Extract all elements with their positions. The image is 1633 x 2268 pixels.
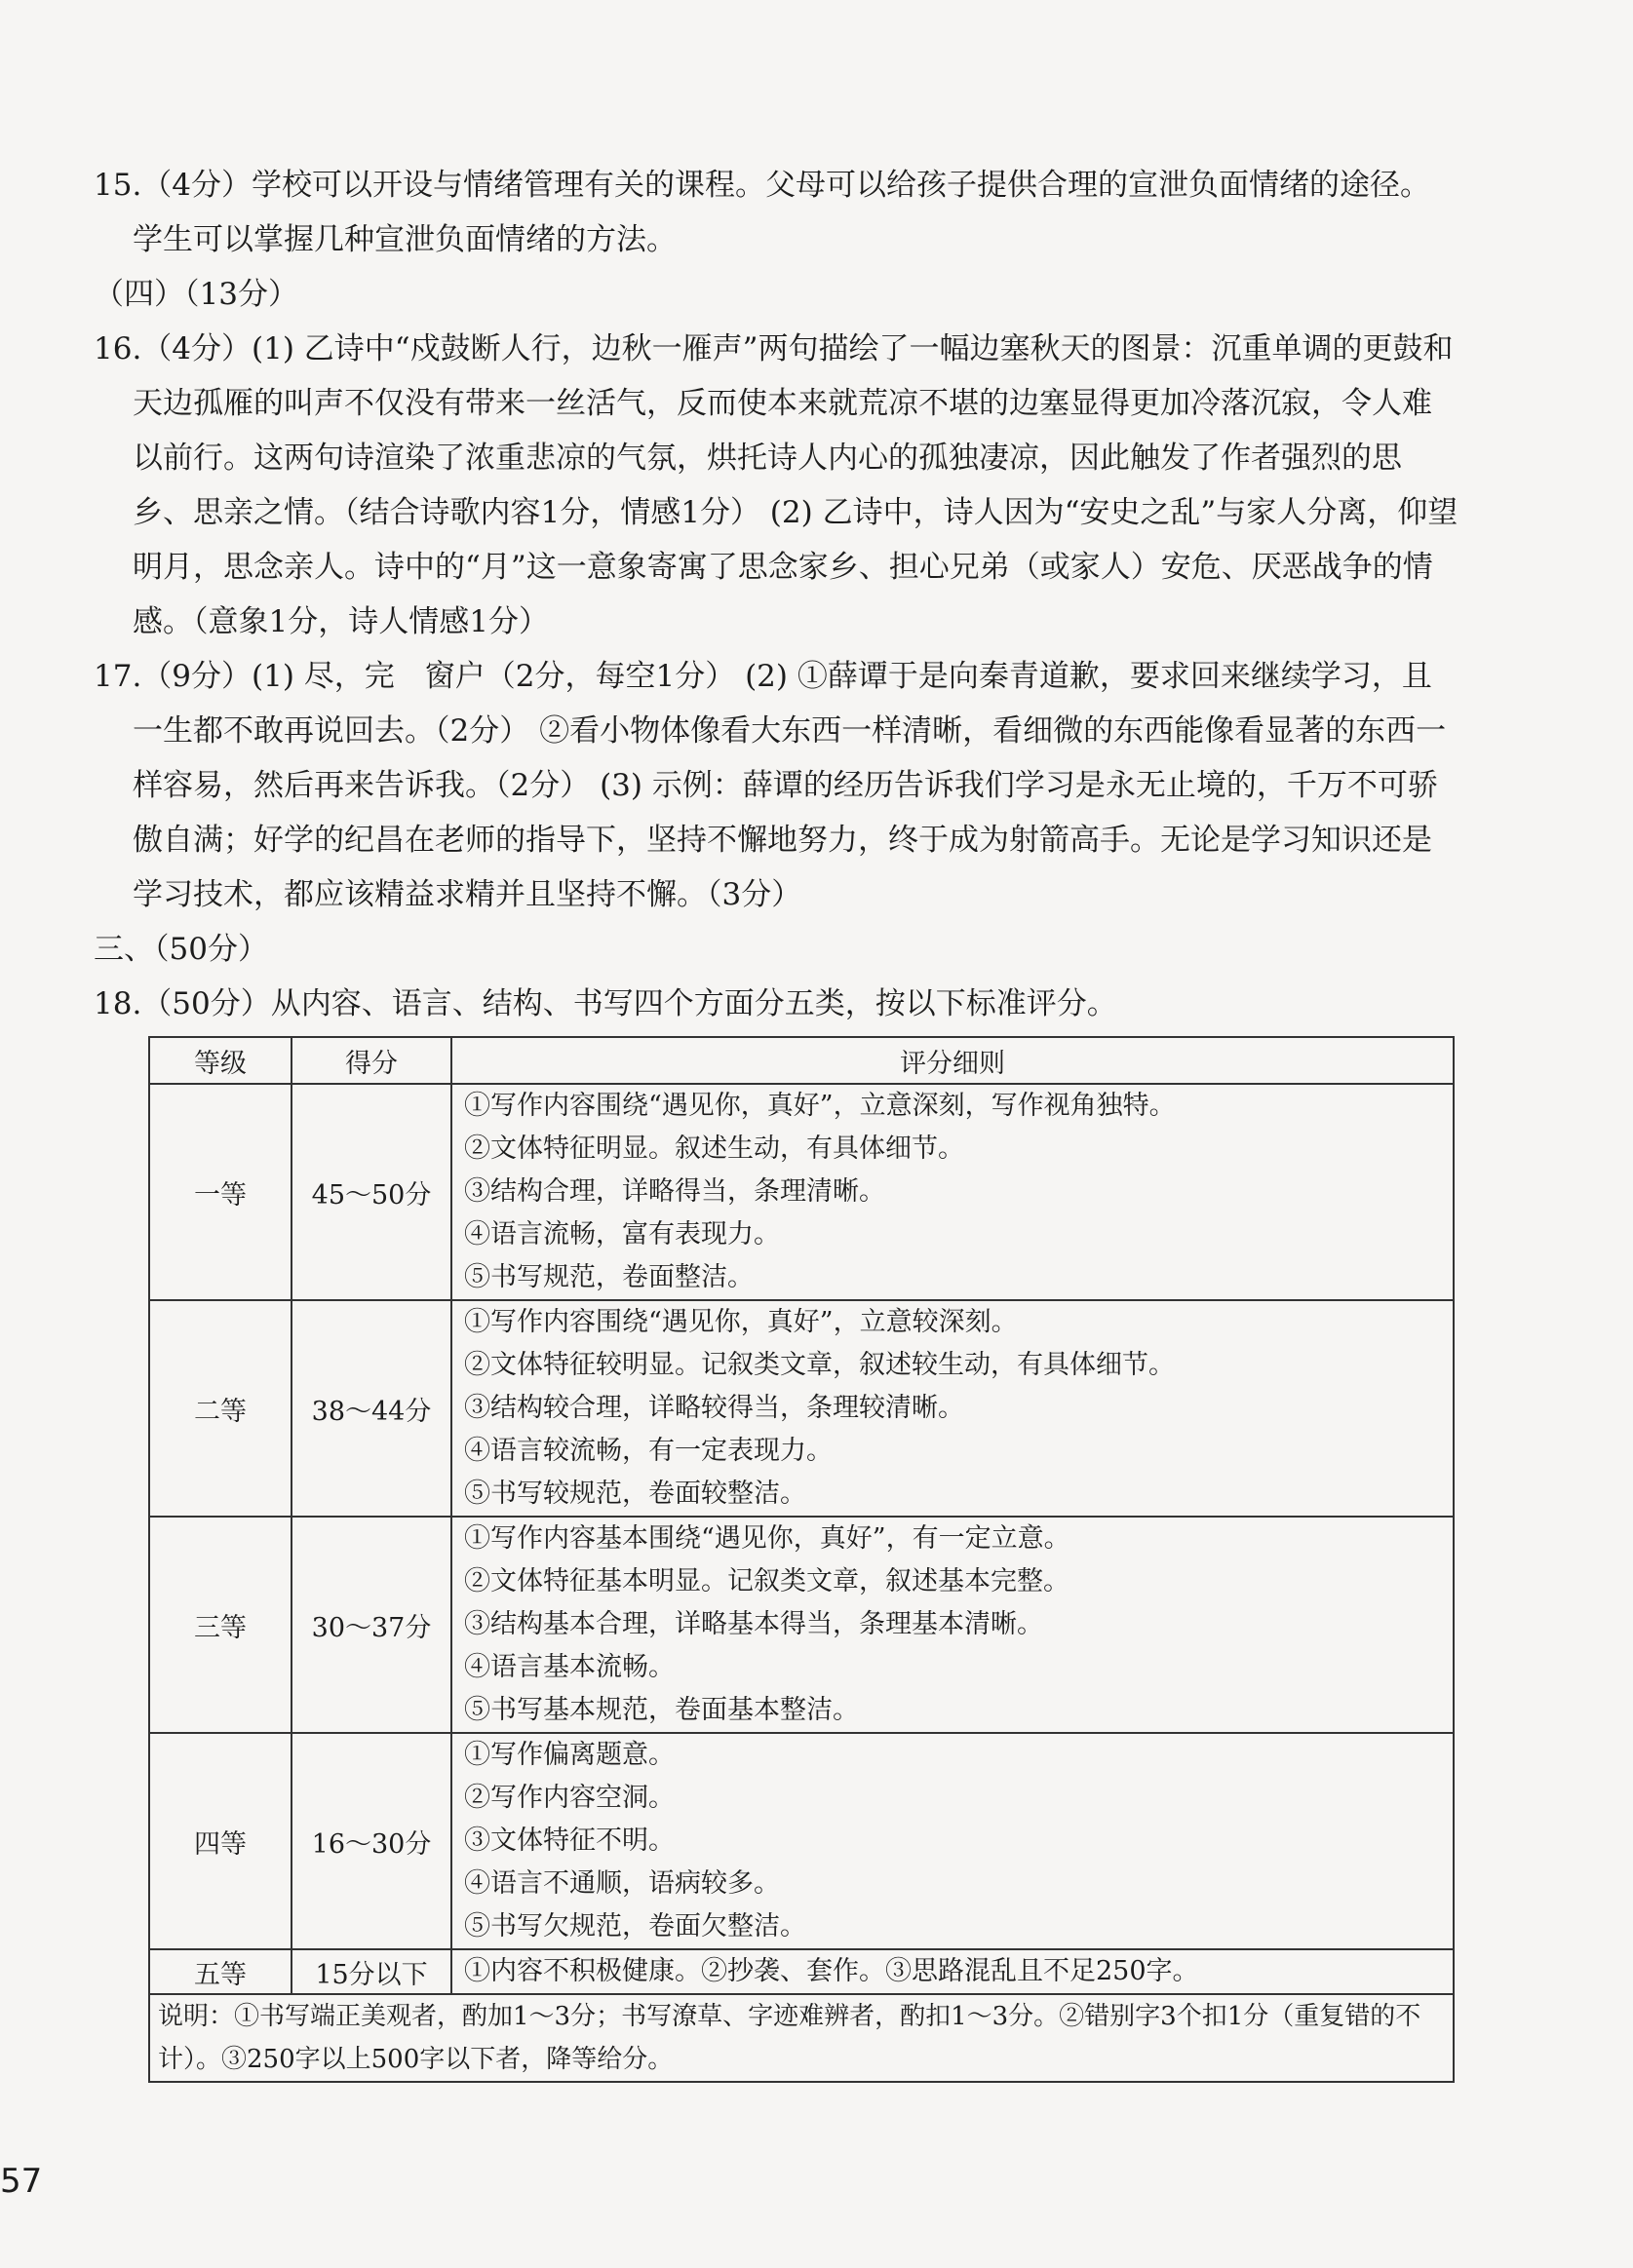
header-grade: 等级 bbox=[149, 1037, 292, 1084]
section-3-heading: 三、（50分） bbox=[94, 932, 268, 967]
table-note-row bbox=[149, 1994, 1454, 2082]
criterion: ②文体特征较明显。记叙类文章，叙述较生动，有具体细节。 bbox=[464, 1350, 1175, 1380]
criterion: ①写作内容围绕“遇见你，真好”，立意较深刻。 bbox=[464, 1307, 1018, 1337]
score-cell: 38～44分 bbox=[292, 1300, 451, 1517]
score-cell: 45～50分 bbox=[292, 1084, 451, 1300]
grade-cell: 三等 bbox=[149, 1517, 292, 1733]
grade-cell: 二等 bbox=[149, 1300, 292, 1517]
criterion: ①内容不积极健康。②抄袭、套作。③思路混乱且不足250字。 bbox=[464, 1956, 1199, 1986]
criterion: ③结构合理，详略得当，条理清晰。 bbox=[464, 1176, 885, 1207]
criterion: ⑤书写较规范，卷面较整洁。 bbox=[464, 1479, 806, 1509]
table-row bbox=[149, 1949, 1454, 1994]
criterion: ④语言不通顺，语病较多。 bbox=[464, 1868, 780, 1899]
question-18: 18.（50分）从内容、语言、结构、书写四个方面分五类，按以下标准评分。 bbox=[94, 986, 1117, 1021]
criterion: ②文体特征明显。叙述生动，有具体细节。 bbox=[464, 1134, 964, 1164]
criterion: ④语言流畅，富有表现力。 bbox=[464, 1219, 780, 1249]
criteria-cell bbox=[451, 1084, 1454, 1300]
criteria-cell bbox=[451, 1733, 1454, 1949]
score-cell: 15分以下 bbox=[292, 1949, 451, 1994]
criterion: ②写作内容空洞。 bbox=[464, 1783, 675, 1813]
score-cell: 30～37分 bbox=[292, 1517, 451, 1733]
table-note: 说明：①书写端正美观者，酌加1～3分；书写潦草、字迹难辨者，酌扣1～3分。②错别字3个扣1分（重复错的不计）。③250字以上500字以下者，降等给分。 bbox=[149, 1994, 1454, 2082]
question-15: 15.（4分）学校可以开设与情绪管理有关的课程。父母可以给孩子提供合理的宣泄负面情绪的途径。学生可以掌握几种宣泄负面情绪的方法。 bbox=[94, 168, 1431, 257]
criterion: ①写作内容围绕“遇见你，真好”，立意深刻，写作视角独特。 bbox=[464, 1091, 1176, 1121]
table-row bbox=[149, 1084, 1454, 1300]
criterion: ⑤书写欠规范，卷面欠整洁。 bbox=[464, 1911, 806, 1941]
criteria-cell bbox=[451, 1949, 1454, 1994]
criterion: ②文体特征基本明显。记叙类文章，叙述基本完整。 bbox=[464, 1566, 1069, 1596]
table-header-row bbox=[149, 1037, 1454, 1084]
criteria-cell bbox=[451, 1300, 1454, 1517]
section-4-heading: （四）（13分） bbox=[94, 277, 298, 312]
criterion: ⑤书写规范，卷面整洁。 bbox=[464, 1262, 754, 1292]
criteria-cell bbox=[451, 1517, 1454, 1733]
page-number: 57 bbox=[0, 2162, 43, 2201]
header-score: 得分 bbox=[292, 1037, 451, 1084]
criterion: ③结构较合理，详略较得当，条理较清晰。 bbox=[464, 1393, 964, 1423]
header-criteria: 评分细则 bbox=[451, 1037, 1454, 1084]
criterion: ①写作偏离题意。 bbox=[464, 1740, 675, 1770]
criterion: ①写作内容基本围绕“遇见你，真好”，有一定立意。 bbox=[464, 1523, 1070, 1554]
criterion: ④语言基本流畅。 bbox=[464, 1652, 675, 1682]
table-row bbox=[149, 1517, 1454, 1733]
criterion: ③文体特征不明。 bbox=[464, 1826, 675, 1856]
table-row bbox=[149, 1733, 1454, 1949]
score-cell: 16～30分 bbox=[292, 1733, 451, 1949]
question-17: 17.（9分）(1) 尽，完 窗户（2分，每空1分） (2) ①薛谭于是向秦青道歉，要求回来继续学习，且一生都不敢再说回去。（2分） ②看小物体像看大东西一样清晰，看细微的东西能像看显著的东西一样容易，然后再来告诉我。（2分） (3) 示例：薛谭的经历告诉我们学习是永无止境的，千万不可骄傲自满；好学的纪昌在老师的指导下，坚持不懈地努力，终于成为射箭高手。无论是学习知识还是学习技术，都应该精益求精并且坚持不懈。（3分） bbox=[94, 659, 1447, 912]
grade-cell: 五等 bbox=[149, 1949, 292, 1994]
grade-cell: 四等 bbox=[149, 1733, 292, 1949]
question-16: 16.（4分）(1) 乙诗中“戍鼓断人行，边秋一雁声”两句描绘了一幅边塞秋天的图景：沉重单调的更鼓和天边孤雁的叫声不仅没有带来一丝活气，反而使本来就荒凉不堪的边塞显得更加冷落沉寂，令人难以前行。这两句诗渲染了浓重悲凉的气氛，烘托诗人内心的孤独凄凉，因此触发了作者强烈的思乡、思亲之情。（结合诗歌内容1分，情感1分） (2) 乙诗中，诗人因为“安史之乱”与家人分离，仰望明月，思念亲人。诗中的“月”这一意象寄寓了思念家乡、担心兄弟（或家人）安危、厌恶战争的情感。（意象1分，诗人情感1分） bbox=[94, 331, 1458, 639]
grade-cell: 一等 bbox=[149, 1084, 292, 1300]
criterion: ③结构基本合理，详略基本得当，条理基本清晰。 bbox=[464, 1609, 1043, 1639]
scoring-table bbox=[148, 1036, 1455, 2083]
criterion: ⑤书写基本规范，卷面基本整洁。 bbox=[464, 1695, 859, 1725]
criterion: ④语言较流畅，有一定表现力。 bbox=[464, 1436, 833, 1466]
table-row bbox=[149, 1300, 1454, 1517]
